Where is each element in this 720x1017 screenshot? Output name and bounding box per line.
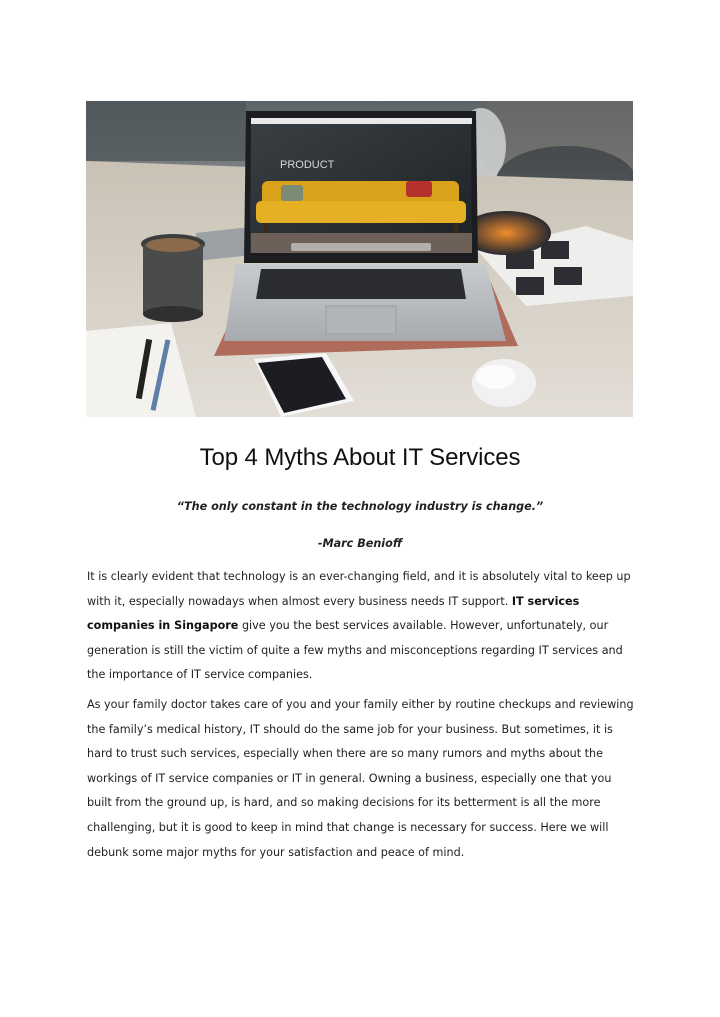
paragraph-intro	[87, 565, 635, 688]
laptop-desk-photo	[86, 101, 633, 417]
paragraph-body: As your family doctor takes care of you and your family either by routine checkups and reviewing the family’s medical history, IT should do the same job for your business. But sometimes, it is hard to trust such services, especially when there are so many rumors and myths about the workings of IT service companies or IT in general. Owning a business, especially one that you built from the ground up, is hard, and so making decisions for its betterment is all the more challenging, but it is good to keep in mind that change is necessary for success. Here we will debunk some major myths for your satisfaction and peace of mind.	[87, 698, 634, 859]
hero-image	[86, 101, 633, 417]
bold-keyword: IT services companies in Singapore	[87, 594, 580, 633]
page-title: Top 4 Myths About IT Services	[199, 444, 521, 471]
screen-heading: PRODUCT	[280, 159, 335, 171]
quote-author: -Marc Benioff	[317, 537, 403, 550]
quote-text: “The only constant in the technology industry is change.”	[176, 500, 544, 513]
paragraph-intro-part1: It is clearly evident that technology is an ever-changing field, and it is absolutely vital to keep up with it, especially nowadays when almost every business needs IT support.	[87, 570, 631, 608]
paragraph-intro-part2: give you the best services available. However, unfortunately, our generation is still the victim of quite a few myths and misconceptions regarding IT services and the importance of IT service companies.	[87, 619, 623, 682]
